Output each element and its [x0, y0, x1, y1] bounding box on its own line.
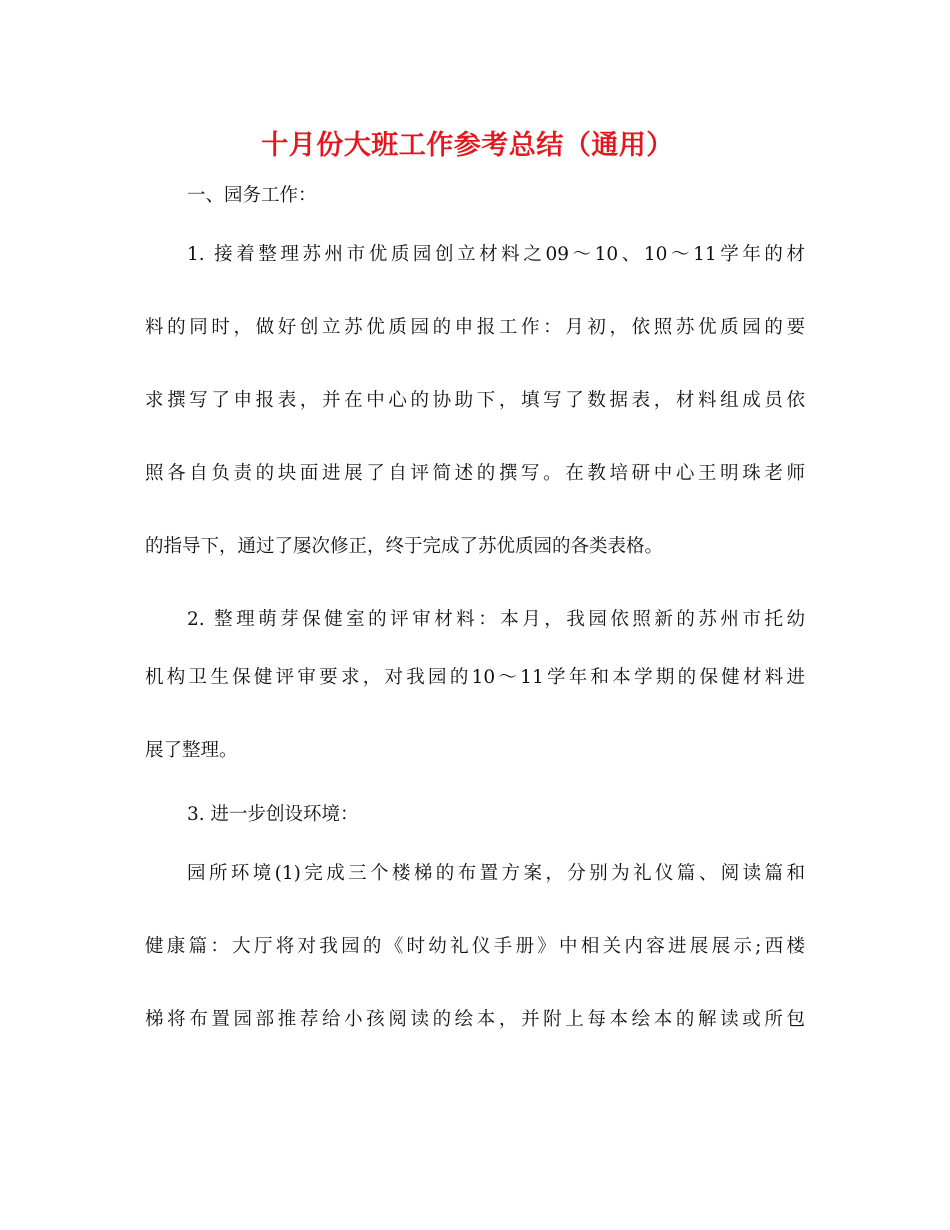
document-title: 十月份大班工作参考总结（通用） — [261, 130, 674, 161]
paragraph-line: 1. 接着整理苏州市优质园创立材料之09～10、10～11学年的材 — [187, 244, 805, 265]
paragraph-line: 健康篇：大厅将对我园的《时幼礼仪手册》中相关内容进展展示;西楼 — [145, 936, 805, 957]
paragraph-line: 求撰写了申报表，并在中心的协助下，填写了数据表，材料组成员依 — [145, 390, 805, 411]
paragraph-line: 梯将布置园部推荐给小孩阅读的绘本，并附上每本绘本的解读或所包 — [145, 1009, 805, 1030]
section-heading-admin-work: 一、园务工作： — [187, 185, 317, 206]
paragraph-line: 展了整理。 — [145, 740, 238, 761]
paragraph-line: 的指导下，通过了屡次修正，终于完成了苏优质园的各类表格。 — [145, 536, 664, 557]
paragraph-line: 料的同时，做好创立苏优质园的申报工作：月初，依照苏优质园的要 — [145, 317, 805, 338]
paragraph-line: 机构卫生保健评审要求，对我园的10～11学年和本学期的保健材料进 — [145, 667, 805, 688]
paragraph-line: 照各自负责的块面进展了自评简述的撰写。在教培研中心王明珠老师 — [145, 463, 805, 484]
paragraph-line: 2. 整理萌芽保健室的评审材料：本月，我园依照新的苏州市托幼 — [187, 609, 805, 630]
paragraph-line: 3. 进一步创设环境： — [187, 804, 359, 825]
paragraph-line: 园所环境(1)完成三个楼梯的布置方案，分别为礼仪篇、阅读篇和 — [187, 863, 805, 884]
